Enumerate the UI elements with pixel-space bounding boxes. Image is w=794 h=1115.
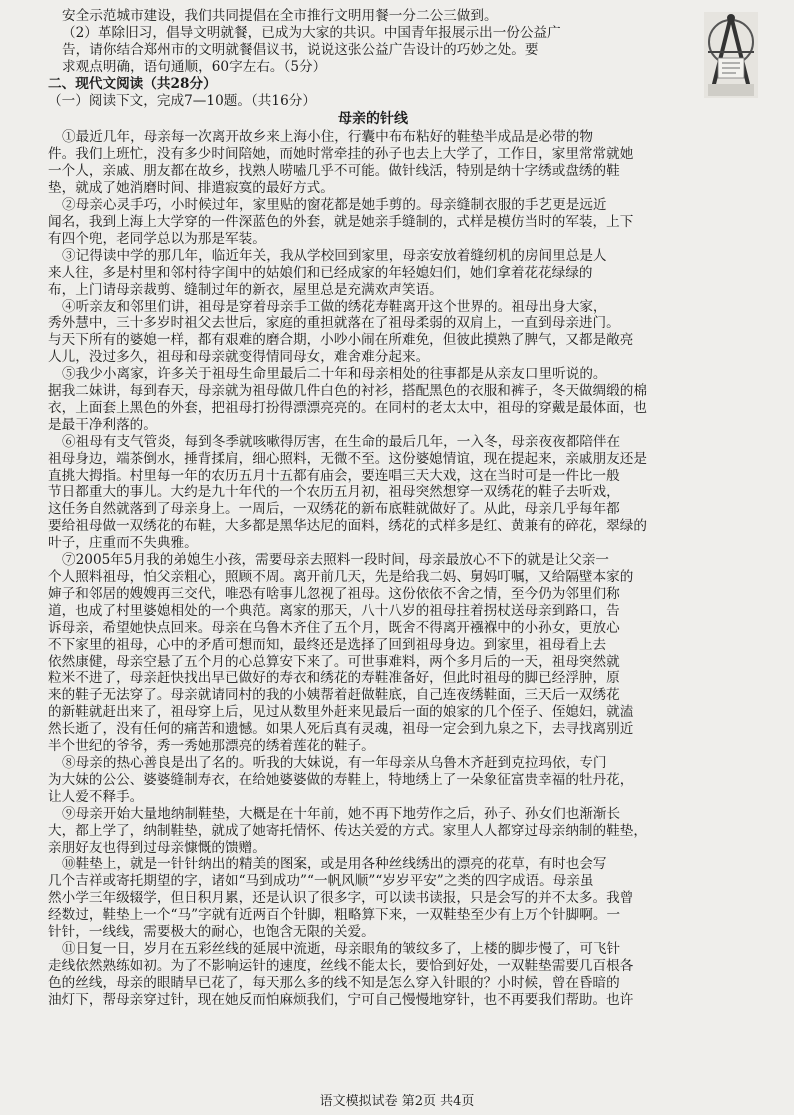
paragraph-line: 让人爱不释手。 [48, 788, 144, 805]
question-2-line: 求观点明确，语句通顺，60字左右。（5分） [62, 58, 327, 75]
paragraph-line: 要给祖母做一双绣花的布鞋，大多都是黑华达尼的面料，绣花的式样多是红、黄兼有的碎花，翠绿的 [48, 518, 648, 535]
paragraph-line: 然小学三年级辍学，但日积月累，还是认识了很多字，可以读书读报，只是会写的并不太多。我曾 [48, 890, 634, 907]
article-paragraph [48, 941, 698, 1009]
question-2-context: 安全示范城市建设，我们共同提倡在全市推行文明用餐一分二公三做到。 [62, 8, 498, 24]
paragraph-line: 大，都上学了，纳制鞋垫，就成了她寄托情怀、传达关爱的方式。家里人人都穿过母亲纳制的鞋垫， [48, 822, 648, 839]
paragraph-line: 据我二妹讲，每到春天，母亲就为祖母做几件白色的衬衫，搭配黑色的衣服和裤子，冬天做绸缎的棉 [48, 383, 648, 400]
paragraph-line: 一个人，亲戚、朋友都在故乡，找熟人唠嗑几乎不可能。做针线活，特别是纳十字绣或盘绣的鞋 [48, 163, 620, 180]
article-paragraph [48, 806, 698, 857]
paragraph-line: 节日都重大的事儿。大约是九十年代的一个农历五月初，祖母突然想穿一双绣花的鞋子去听戏， [48, 484, 620, 501]
paragraph-line: 粒米不进了，母亲赶快找出早已做好的寿衣和绣花的寿鞋准备好，但此时祖母的脚已经浮肿，原 [48, 670, 620, 687]
footer-subject: 语文模拟试卷 [319, 1094, 398, 1109]
paragraph-line: 垫，就成了她消磨时间、排遣寂寞的最好方式。 [48, 180, 334, 197]
paragraph-line: 道，也成了村里婆媳相处的一个典范。离家的那天，八十八岁的祖母拄着拐杖送母亲到路口，告 [48, 602, 620, 619]
paragraph-line: 针针，一线线，需要极大的耐心，也饱含无限的关爱。 [48, 924, 375, 941]
paragraph-line: ⑩鞋垫上，就是一针针纳出的精美的图案，或是用各种丝线绣出的漂亮的花草，有时也会写 [62, 856, 607, 873]
paragraph-line: 人儿，没过多久，祖母和母亲就变得情同母女，难舍难分起来。 [48, 349, 430, 366]
paragraph-line: 半个世纪的爷爷，秀一秀她那漂亮的绣着莲花的鞋子。 [48, 738, 375, 755]
paragraph-line: 个人照料祖母，怕父亲粗心，照顾不周。离开前几天，先是给我二妈、舅妈叮嘱，又给隔壁本家的 [48, 569, 634, 585]
footer-total: 共4页 [440, 1094, 475, 1109]
paragraph-line: ②母亲心灵手巧，小时候过年，家里贴的窗花都是她手剪的。母亲缝制衣服的手艺更是远近 [62, 197, 607, 214]
paragraph-line: ⑨母亲开始大量地纳制鞋垫，大概是在十年前，她不再下地劳作之后，孙子、孙女们也渐渐长 [62, 805, 621, 822]
paragraph-line: 亲朋好友也得到过母亲慷慨的馈赠。 [48, 839, 266, 856]
paragraph-line: 几个吉祥或寄托期望的字，诸如“马到成功”“一帆风顺”“岁岁平安”之类的四字成语。母亲虽 [48, 873, 594, 890]
article-paragraph [48, 434, 698, 552]
article-title: 母亲的针线 [338, 111, 408, 128]
article-body [48, 129, 698, 1008]
paragraph-line: 布，上门请母亲裁剪、缝制过年的新衣，屋里总是充满欢声笑语。 [48, 281, 443, 298]
paragraph-line: 件。我们上班忙，没有多少时间陪她，而她时常牵挂的孙子也去上大学了，工作日，家里常常就她 [48, 146, 634, 163]
article-paragraph [48, 299, 698, 367]
paragraph-line: 依然康健，母亲空悬了五个月的心总算安下来了。可世事难料，两个多月后的一天，祖母突然就 [48, 653, 620, 670]
article-paragraph [48, 197, 698, 248]
compass-emblem-icon [704, 12, 758, 98]
article-paragraph [48, 856, 698, 941]
paragraph-line: ⑥祖母有支气管炎，每到冬季就咳嗽得厉害，在生命的最后几年，一入冬，母亲夜夜都陪伴在 [62, 433, 621, 450]
paragraph-line: 祖母身边，端茶倒水，捶背揉肩，细心照料，无微不至。这份婆媳情谊，现在提起来，亲戚朋友还是 [48, 450, 648, 467]
paragraph-line: 叶子，庄重而不失典雅。 [48, 535, 198, 552]
paragraph-line: 这任务自然就落到了母亲身上。一周后，一双绣花的新布底鞋就做好了。从此，母亲几乎每年都 [48, 501, 620, 518]
subsection-heading: （一）阅读下文，完成7—10题。（共16分） [48, 92, 316, 109]
article-paragraph [48, 552, 698, 755]
paragraph-line: 色的丝线，母亲的眼睛早已花了，每天那么多的线不知是怎么穿入针眼的？小时候，曾在昏暗的 [48, 974, 620, 991]
paragraph-line: 经数过，鞋垫上一个“马”字就有近两百个针脚，粗略算下来，一双鞋垫至少有上万个针脚啊。一 [48, 907, 621, 924]
paragraph-line: 为大妹的公公、婆婆缝制寿衣，在给她婆婆做的寿鞋上，特地绣上了一朵象征富贵幸福的牡丹花， [48, 771, 634, 788]
paragraph-line: 不下家里的祖母，心中的矛盾可想而知，最终还是选择了回到祖母身边。到家里，祖母看上去 [48, 636, 607, 653]
paragraph-line: 与天下所有的婆媳一样，都有艰难的磨合期，小吵小闹在所难免，但彼此摸熟了脾气，又都是敞亮 [48, 332, 634, 349]
paragraph-line: 来的鞋子无法穿了。母亲就请同村的我的小姨帮着赶做鞋底，自己连夜绣鞋面，三天后一双绣花 [48, 687, 620, 704]
paragraph-line: 直挑大拇指。村里每一年的农历五月十五都有庙会，要连唱三天大戏，这在当时可是一件比一般 [48, 467, 620, 484]
paragraph-line: 然长逝了，没有任何的痛苦和遗憾。如果人死后真有灵魂，祖母一定会到九泉之下，去寻找离别近 [48, 721, 634, 738]
paragraph-line: ⑦2005年5月我的弟媳生小孩，需要母亲去照料一段时间，母亲最放心不下的就是让父亲一 [62, 552, 610, 569]
paragraph-line: 秀外慧中，三十多岁时祖父去世后，家庭的重担就落在了祖母柔弱的双肩上，一直到母亲进门。 [48, 315, 620, 332]
article-paragraph [48, 129, 698, 197]
article-paragraph [48, 755, 698, 806]
paragraph-line: 走线依然熟练如初。为了不影响运针的速度，丝线不能太长，要恰到好处，一双鞋垫需要几百根各 [48, 957, 634, 974]
paragraph-line: 婶子和邻居的嫂嫂再三交代，唯恐有啥事儿忽视了祖母。这份依依不舍之情，至今仍为邻里们称 [48, 585, 620, 602]
paragraph-line: 诉母亲，希望她快点回来。母亲在乌鲁木齐住了五个月，既舍不得离开襁褓中的小孙女，更放心 [48, 619, 620, 636]
question-2-line: 告，请你结合郑州市的文明就餐倡议书，说说这张公益广告设计的巧妙之处。要 [62, 41, 539, 58]
paragraph-line: ⑤我少小离家，许多关于祖母生命里最后二十年和母亲相处的往事都是从亲友口里听说的。 [62, 366, 607, 383]
paragraph-line: 有四个兜，老同学总以为那是军装。 [48, 230, 266, 247]
paragraph-line: 的新鞋就赶出来了，祖母穿上后，见过从数里外赶来见最后一面的娘家的几个侄子、侄媳妇，就溘 [48, 704, 634, 721]
paragraph-line: ⑪日复一日，岁月在五彩丝线的延展中流逝，母亲眼角的皱纹多了，上楼的脚步慢了，可飞针 [62, 940, 621, 957]
question-2-line: （2）革除旧习，倡导文明就餐，已成为大家的共识。中国青年报展示出一份公益广 [62, 24, 561, 41]
page-content [48, 8, 698, 1009]
paragraph-line: ⑧母亲的热心善良是出了名的。听我的大妹说，有一年母亲从乌鲁木齐赶到克拉玛依，专门 [62, 754, 607, 771]
paragraph-line: 油灯下，帮母亲穿过针，现在她反而怕麻烦我们，宁可自己慢慢地穿针，也不再要我们帮助。也许 [48, 991, 634, 1008]
paragraph-line: ④听亲友和邻里们讲，祖母是穿着母亲手工做的绣花寿鞋离开这个世界的。祖母出身大家， [62, 298, 607, 315]
paragraph-line: 衣，上面套上黑色的外套，把祖母打扮得漂漂亮亮的。在同村的老太太中，祖母的穿戴是最体面，也 [48, 399, 648, 416]
footer-page: 第2页 [401, 1094, 436, 1109]
article-paragraph [48, 248, 698, 299]
paragraph-line: 是最干净利落的。 [48, 416, 157, 433]
page-footer [0, 1090, 794, 1109]
paragraph-line: ①最近几年，母亲每一次离开故乡来上海小住，行囊中布布粘好的鞋垫半成品是必带的物 [62, 129, 593, 146]
paragraph-line: ③记得读中学的那几年，临近年关，我从学校回到家里，母亲安放着缝纫机的房间里总是人 [62, 247, 607, 264]
section-heading: 二、现代文阅读（共28分） [48, 75, 217, 92]
paragraph-line: 来人往，多是村里和邻村待字闺中的姑娘们和已经成家的年轻媳妇们，她们拿着花花绿绿的 [48, 264, 593, 281]
paragraph-line: 闻名，我到上海上大学穿的一件深蓝色的外套，就是她亲手缝制的，式样是模仿当时的军装，上下 [48, 213, 634, 230]
article-paragraph [48, 366, 698, 434]
